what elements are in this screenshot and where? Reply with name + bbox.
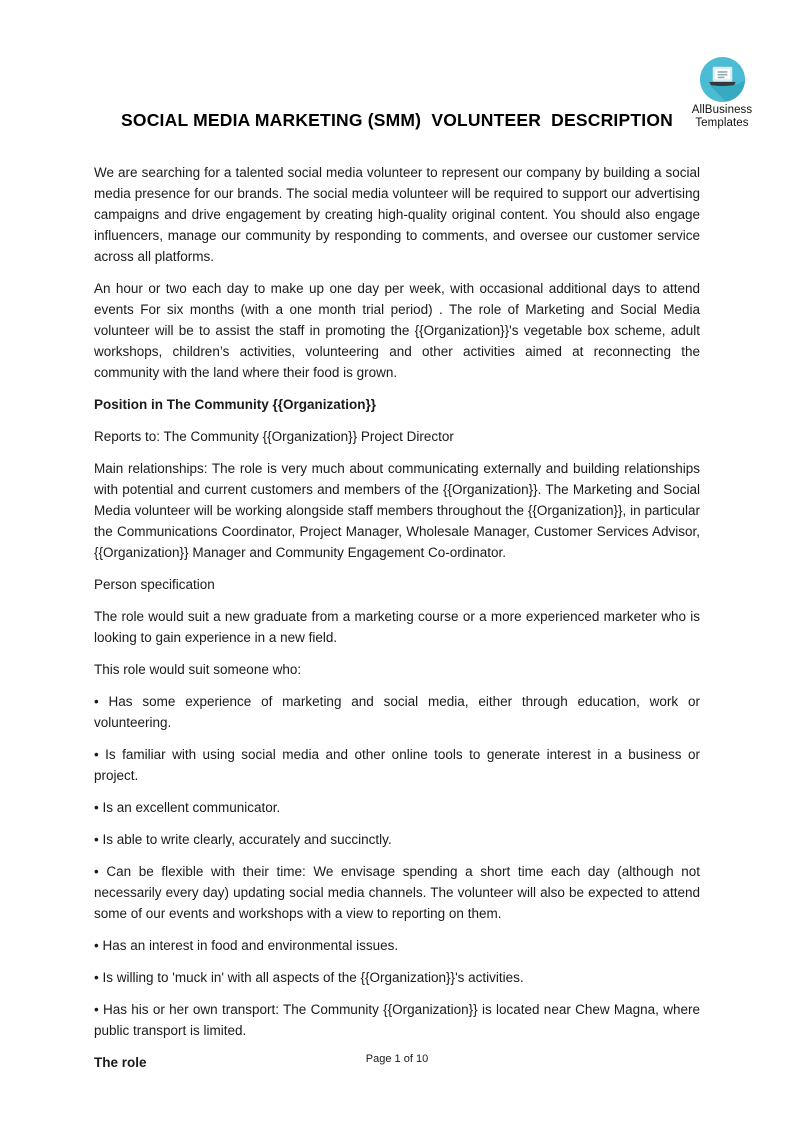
logo-text-line2: Templates [695, 117, 749, 129]
paragraph: We are searching for a talented social media volunteer to represent our company by building a social media presence for our brands. The social media volunteer will be required to support our advertising campaigns and drive engagement by creating high-quality original content. You should also engage influencers, manage our community by responding to comments, and oversee our customer service across all platforms. [94, 165, 700, 264]
paragraph: This role would suit someone who: [94, 662, 302, 677]
bullet-item: • Is able to write clearly, accurately and succinctly. [94, 832, 392, 847]
bullet-item: • Is willing to 'muck in' with all aspects of the {{Organization}}'s activities. [94, 970, 524, 985]
bullet-item: • Has his or her own transport: The Community {{Organization}} is located near Chew Magna, where public transport is limited. [94, 1002, 700, 1038]
section-heading: The role [94, 1055, 147, 1070]
logo-text-line1: AllBusiness [691, 104, 753, 116]
paragraph: An hour or two each day to make up one day per week, with occasional additional days to attend events For six months (with a one month trial period) . The role of Marketing and Social Media volunteer will be to assist the staff in promoting the {{Organization}}'s vegetable box scheme, adult workshops, children’s activities, volunteering and other activities aimed at reconnecting the community with the land where their food is grown. [94, 281, 700, 380]
bullet-item: • Has some experience of marketing and social media, either through education, work or volunteering. [94, 694, 700, 730]
document-title: SOCIAL MEDIA MARKETING (SMM) VOLUNTEER DESCRIPTION [121, 110, 673, 130]
page-number: Page 1 of 10 [365, 1053, 429, 1065]
paragraph: The role would suit a new graduate from a marketing course or a more experienced marketer who is looking to gain experience in a new field. [94, 609, 700, 645]
paragraph: Main relationships: The role is very much about communicating externally and building relationships with potential and current customers and members of the {{Organization}}. The Marketing and Social Media volunteer will be working alongside staff members throughout the {{Organization}}, in particular the Communications Coordinator, Project Manager, Wholesale Manager, Customer Services Advisor, {{Organization}} Manager and Community Engagement Co-ordinator. [94, 461, 700, 560]
paragraph: Reports to: The Community {{Organization}} Project Director [94, 429, 454, 444]
section-heading: Position in The Community {{Organization}} [94, 397, 377, 412]
bullet-item: • Is familiar with using social media and other online tools to generate interest in a business or project. [94, 747, 700, 783]
laptop-icon [699, 56, 746, 103]
bullet-item: • Can be flexible with their time: We envisage spending a short time each day (although not necessarily every day) updating social media channels. The volunteer will also be expected to attend some of our events and workshops with a view to reporting on them. [94, 864, 700, 921]
document-body [94, 162, 700, 1084]
bullet-item: • Is an excellent communicator. [94, 800, 281, 815]
paragraph: Person specification [94, 577, 215, 592]
bullet-item: • Has an interest in food and environmental issues. [94, 938, 399, 953]
